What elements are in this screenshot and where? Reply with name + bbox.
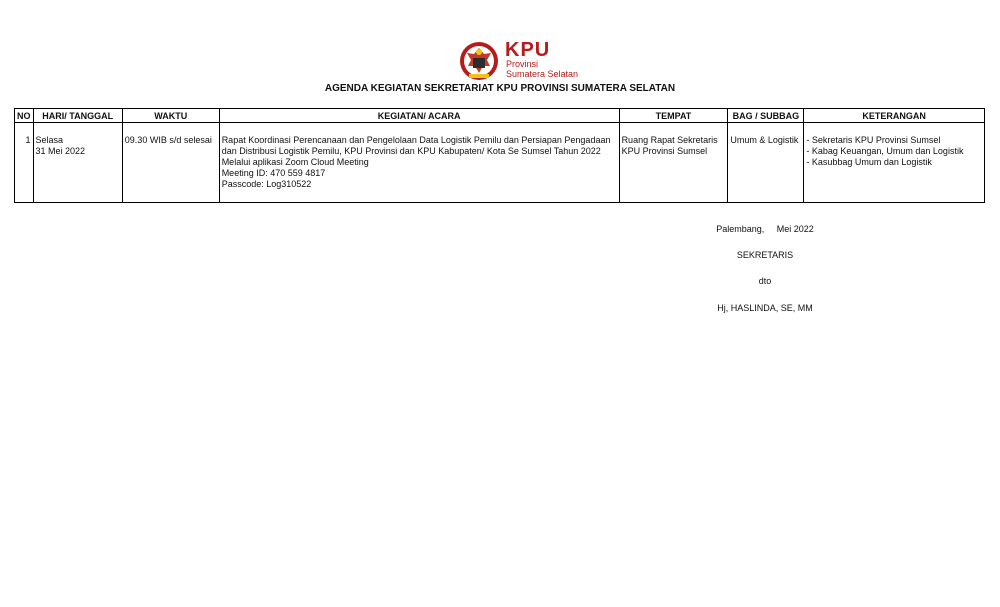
signature-dto: dto (758, 276, 772, 286)
col-header-place: TEMPAT (619, 109, 728, 123)
cell-unit (728, 123, 804, 203)
col-header-time: WAKTU (122, 109, 219, 123)
signature-role: SEKRETARIS (736, 250, 794, 260)
cell-day: Selasa (35, 135, 64, 145)
col-header-unit: BAG / SUBBAG (728, 109, 804, 123)
signature-name: Hj, HASLINDA, SE, MM (717, 303, 813, 313)
col-header-activity: KEGIATAN/ ACARA (219, 109, 619, 123)
unit-text: Umum & Logistik (730, 135, 799, 145)
cell-no: 1 (15, 123, 34, 203)
activity-passcode: Passcode: Log310522 (221, 179, 312, 189)
logo-subtitle-2: Sumatera Selatan (506, 69, 579, 79)
cell-notes (804, 123, 985, 203)
page-title: AGENDA KEGIATAN SEKRETARIAT KPU PROVINSI SUMATERA SELATAN (324, 83, 676, 94)
logo-subtitle-1: Provinsi (506, 59, 539, 69)
activity-line-1: Rapat Koordinasi Perencanaan dan Pengelolaan Data Logistik Pemilu dan Persiapan Pengadaan (221, 135, 611, 145)
cell-date: 31 Mei 2022 (35, 146, 86, 156)
col-header-no: NO (15, 109, 34, 123)
col-header-notes: KETERANGAN (804, 109, 985, 123)
signature-place-date: Palembang, Mei 2022 (716, 224, 814, 234)
cell-time-text: 09.30 WIB s/d selesai (124, 135, 212, 145)
agenda-table (14, 108, 985, 203)
logo-title: KPU (505, 39, 551, 61)
place-line-2: KPU Provinsi Sumsel (621, 146, 708, 156)
notes-line-1: - Sekretaris KPU Provinsi Sumsel (806, 135, 941, 145)
activity-line-3: Melalui aplikasi Zoom Cloud Meeting (221, 157, 369, 167)
cell-day-date (33, 123, 122, 203)
kpu-logo (459, 40, 579, 82)
activity-line-2: dan Distribusi Logistik Pemilu, KPU Provinsi dan KPU Kabupaten/ Kota Se Sumsel Tahun 2022 (221, 146, 601, 156)
cell-place (619, 123, 728, 203)
table-header-row (15, 109, 985, 123)
notes-line-3: - Kasubbag Umum dan Logistik (806, 157, 932, 167)
kpu-emblem-icon (459, 40, 499, 82)
cell-time (122, 123, 219, 203)
place-line-1: Ruang Rapat Sekretaris (621, 135, 718, 145)
cell-activity (219, 123, 619, 203)
col-header-day-date: HARI/ TANGGAL (33, 109, 122, 123)
table-row (15, 123, 985, 203)
activity-meeting-id: Meeting ID: 470 559 4817 (221, 168, 326, 178)
notes-line-2: - Kabag Keuangan, Umum dan Logistik (806, 146, 964, 156)
